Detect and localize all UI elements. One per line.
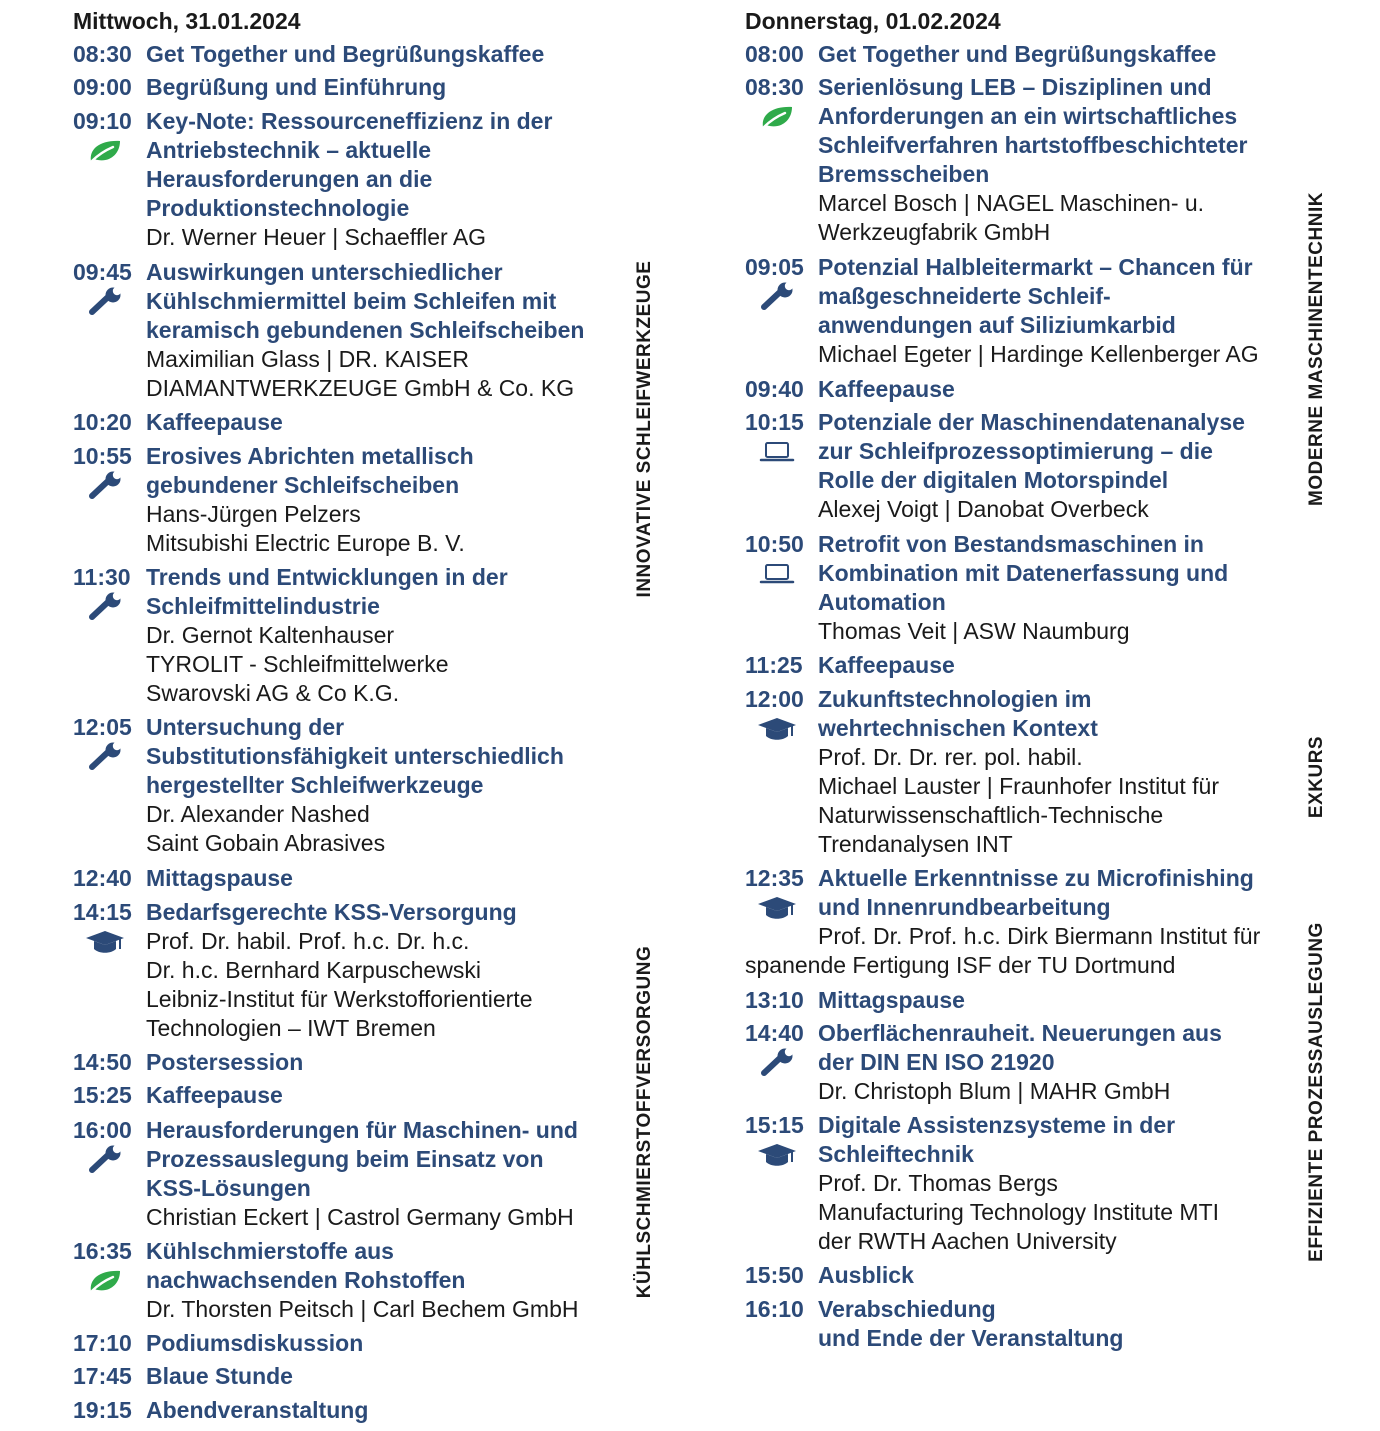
section-label-innovative-grinding-tools: INNOVATIVE SCHLEIFWERKZEUGE	[634, 260, 655, 598]
agenda-item	[745, 986, 1295, 1015]
item-title: Mittagspause	[818, 987, 965, 1013]
item-time: 09:05	[745, 254, 804, 280]
item-time: 11:25	[745, 652, 803, 678]
item-time: 15:25	[73, 1082, 132, 1108]
agenda-item	[73, 1362, 643, 1391]
graduation-cap-icon	[757, 893, 797, 922]
item-speaker: Maximilian Glass | DR. KAISER DIAMANTWERKZEUGE GmbH & Co. KG	[146, 346, 575, 401]
agenda-item	[73, 1396, 643, 1425]
item-time: 10:55	[73, 443, 132, 469]
item-time: 10:50	[745, 531, 804, 557]
item-title: Oberflächenrauheit. Neuerungen aus der DIN EN ISO 21920	[818, 1020, 1222, 1075]
item-title: Serienlösung LEB – Disziplinen und Anforderungen an ein wirtschaftliches Schleifverfahren hartstoffbeschichteter Bremsscheiben	[818, 74, 1248, 187]
item-time: 08:30	[745, 74, 804, 100]
item-time: 09:10	[73, 108, 132, 134]
item-title: Retrofit von Bestandsmaschinen in Kombination mit Datenerfassung und Automation	[818, 531, 1229, 615]
item-time: 17:45	[73, 1363, 132, 1389]
agenda-item	[73, 1048, 643, 1077]
item-speaker: Alexej Voigt | Danobat Overbeck	[818, 496, 1149, 522]
agenda-item	[745, 73, 1295, 247]
item-speaker: Dr. Thorsten Peitsch | Carl Bechem GmbH	[146, 1296, 579, 1322]
item-title: Kaffeepause	[818, 652, 955, 678]
agenda-item	[73, 40, 643, 69]
agenda-item	[745, 651, 1295, 680]
agenda-item	[745, 408, 1295, 524]
item-title: Get Together und Begrüßungskaffee	[818, 41, 1217, 67]
item-time: 12:35	[745, 865, 804, 891]
leaf-icon	[85, 136, 125, 165]
item-speaker: Prof. Dr. Thomas Bergs Manufacturing Technology Institute MTI der RWTH Aachen University	[818, 1170, 1220, 1254]
item-title: Bedarfsgerechte KSS-Versorgung	[146, 899, 517, 925]
item-title: Get Together und Begrüßungskaffee	[146, 41, 545, 67]
item-title: Verabschiedung und Ende der Veranstaltung	[818, 1296, 1124, 1351]
laptop-icon	[757, 437, 797, 466]
agenda-item	[73, 107, 643, 252]
item-time: 08:00	[745, 41, 804, 67]
day-2-title: Donnerstag, 01.02.2024	[745, 8, 1001, 34]
item-title: Untersuchung der Substitutionsfähigkeit unterschiedlich hergestellter Schleifwerkzeuge	[146, 714, 564, 798]
item-title: Kaffeepause	[146, 1082, 283, 1108]
item-title: Zukunftstechnologien im wehrtechnischen Kontext	[818, 686, 1098, 741]
item-title: Abendveranstaltung	[146, 1397, 369, 1423]
wrench-icon	[85, 742, 125, 771]
item-time: 13:10	[745, 987, 804, 1013]
item-time: 10:15	[745, 409, 804, 435]
item-speaker: Thomas Veit | ASW Naumburg	[818, 618, 1130, 644]
item-title: Erosives Abrichten metallisch gebundener Schleifscheiben	[146, 443, 474, 498]
item-title: Potenziale der Maschinendatenanalyse zur Schleifprozessoptimierung – die Rolle der digitalen Motorspindel	[818, 409, 1245, 493]
agenda-item	[745, 685, 1295, 859]
item-time: 14:15	[73, 899, 132, 925]
agenda-item	[73, 864, 643, 893]
item-time: 17:10	[73, 1330, 132, 1356]
wrench-icon	[85, 287, 125, 316]
item-time: 11:30	[73, 564, 131, 590]
agenda-item	[745, 1261, 1295, 1290]
agenda-item	[745, 1019, 1295, 1106]
item-title: Kaffeepause	[146, 409, 283, 435]
agenda-item	[73, 258, 643, 403]
item-time: 16:35	[73, 1238, 132, 1264]
leaf-icon	[757, 102, 797, 131]
item-time: 14:50	[73, 1049, 132, 1075]
agenda-item	[73, 713, 643, 858]
agenda-item	[745, 375, 1295, 404]
graduation-cap-icon	[757, 1140, 797, 1169]
wrench-icon	[85, 1145, 125, 1174]
item-title: Blaue Stunde	[146, 1363, 293, 1389]
item-title: Herausforderungen für Maschinen- und Prozessauslegung beim Einsatz von KSS-Lösungen	[146, 1117, 578, 1201]
agenda-item	[745, 530, 1295, 646]
item-speaker: Dr. Gernot Kaltenhauser TYROLIT - Schleifmittelwerke Swarovski AG & Co K.G.	[146, 622, 449, 706]
item-title: Auswirkungen unterschiedlicher Kühlschmiermittel beim Schleifen mit keramisch gebundenen Schleifscheiben	[146, 259, 585, 343]
item-title: Begrüßung und Einführung	[146, 74, 447, 100]
leaf-icon	[85, 1266, 125, 1295]
agenda-item	[745, 40, 1295, 69]
agenda-item	[73, 1081, 643, 1110]
item-time: 16:10	[745, 1296, 804, 1322]
section-label-excursion: EXKURS	[1306, 735, 1327, 819]
item-time: 09:45	[73, 259, 132, 285]
laptop-icon	[757, 559, 797, 588]
day-1-title: Mittwoch, 31.01.2024	[73, 8, 301, 34]
wrench-icon	[757, 1048, 797, 1077]
item-title: Potenzial Halbleitermarkt – Chancen für maßgeschneiderte Schleif- anwendungen auf Siliziumkarbid	[818, 254, 1253, 338]
item-time: 12:05	[73, 714, 132, 740]
agenda-item	[745, 1111, 1295, 1256]
item-speaker: Hans-Jürgen Pelzers Mitsubishi Electric Europe B. V.	[146, 501, 465, 556]
item-speaker: Dr. Alexander Nashed Saint Gobain Abrasives	[146, 801, 386, 856]
item-title: Digitale Assistenzsysteme in der Schleiftechnik	[818, 1112, 1176, 1167]
agenda-item	[73, 1329, 643, 1358]
item-time: 10:20	[73, 409, 132, 435]
item-title: Ausblick	[818, 1262, 914, 1288]
agenda-item	[745, 1295, 1295, 1353]
item-speaker: Dr. Christoph Blum | MAHR GmbH	[818, 1078, 1171, 1104]
agenda-item	[73, 408, 643, 437]
graduation-cap-icon	[757, 714, 797, 743]
agenda-item	[73, 442, 643, 558]
wrench-icon	[85, 471, 125, 500]
item-speaker: Marcel Bosch | NAGEL Maschinen- u. Werkzeugfabrik GmbH	[818, 190, 1205, 245]
section-label-modern-machine-technology: MODERNE MASCHINENTECHNIK	[1306, 192, 1327, 506]
agenda-item	[73, 898, 643, 1043]
item-speaker: Michael Egeter | Hardinge Kellenberger AG	[818, 341, 1259, 367]
item-speaker-overflow: spanende Fertigung ISF der TU Dortmund	[745, 952, 1176, 978]
item-time: 14:40	[745, 1020, 804, 1046]
agenda-item	[745, 253, 1295, 369]
agenda-item	[745, 864, 1295, 980]
item-time: 09:40	[745, 376, 804, 402]
item-time: 19:15	[73, 1397, 132, 1423]
wrench-icon	[85, 592, 125, 621]
item-title: Kühlschmierstoffe aus nachwachsenden Rohstoffen	[146, 1238, 466, 1293]
agenda-item	[73, 1116, 643, 1232]
item-time: 08:30	[73, 41, 132, 67]
section-label-coolant-supply: KÜHLSCHMIERSTOFFVERSORGUNG	[634, 945, 655, 1299]
item-title: Key-Note: Ressourceneffizienz in der Antriebstechnik – aktuelle Herausforderungen an die Produktionstechnologie	[146, 108, 553, 221]
item-speaker: Prof. Dr. Prof. h.c. Dirk Biermann Institut für	[818, 923, 1261, 949]
item-title: Podiumsdiskussion	[146, 1330, 364, 1356]
item-speaker: Prof. Dr. habil. Prof. h.c. Dr. h.c. Dr. h.c. Bernhard Karpuschewski Leibniz-Institut für Werkstofforientierte Technologien – IWT Bremen	[146, 928, 533, 1041]
agenda-item	[73, 73, 643, 102]
item-time: 12:40	[73, 865, 132, 891]
item-title: Trends und Entwicklungen in der Schleifmittelindustrie	[146, 564, 508, 619]
graduation-cap-icon	[85, 927, 125, 956]
agenda-item	[73, 1237, 643, 1324]
item-title: Aktuelle Erkenntnisse zu Microfinishing und Innenrundbearbeitung	[818, 865, 1254, 920]
item-time: 15:15	[745, 1112, 804, 1138]
agenda-item	[73, 563, 643, 708]
item-title: Mittagspause	[146, 865, 293, 891]
item-time: 09:00	[73, 74, 132, 100]
item-time: 12:00	[745, 686, 804, 712]
item-time: 15:50	[745, 1262, 804, 1288]
section-label-efficient-process-design: EFFIZIENTE PROZESSAUSLEGUNG	[1306, 922, 1327, 1262]
item-title: Kaffeepause	[818, 376, 955, 402]
item-title: Postersession	[146, 1049, 304, 1075]
item-speaker: Prof. Dr. Dr. rer. pol. habil. Michael Lauster | Fraunhofer Institut für Naturwissenschaftlich-Technische Trendanalysen INT	[818, 744, 1219, 857]
wrench-icon	[757, 282, 797, 311]
item-speaker: Dr. Werner Heuer | Schaeffler AG	[146, 224, 487, 250]
item-time: 16:00	[73, 1117, 132, 1143]
item-speaker: Christian Eckert | Castrol Germany GmbH	[146, 1204, 574, 1230]
